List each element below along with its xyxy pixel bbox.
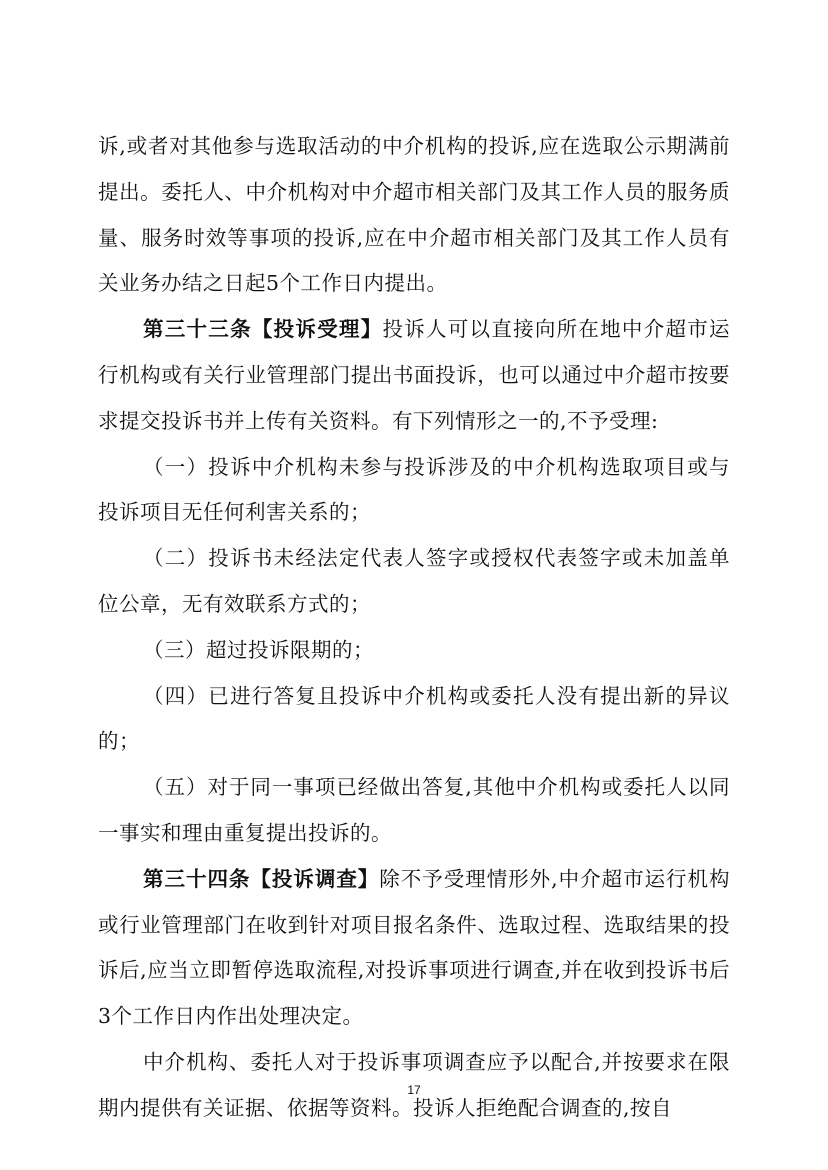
document-body [98, 124, 730, 1132]
list-item-1: （一）投诉中介机构未参与投诉涉及的中介机构选取项目或与投诉项目无任何利害关系的； [98, 454, 730, 525]
article-34 [98, 857, 730, 1040]
article-heading: 第三十四条【投诉调查】 [143, 866, 380, 891]
list-item-4: （四）已进行答复且投诉中介机构或委托人没有提出新的异议的； [98, 683, 730, 754]
paragraph-continuation: 诉,或者对其他参与选取活动的中介机构的投诉,应在选取公示期满前提出。委托人、中介机构对中介超市相关部门及其工作人员的服务质量、服务时效等事项的投诉,应在中介超市相关部门及其工作人员有关业务办结之日起5个工作日内提出。 [98, 134, 730, 296]
article-text: 投诉人可以直接向所在地中介超市运行机构或有关行业管理部门提出书面投诉，也可以通过中介超市按要求提交投诉书并上传有关资料。有下列情形之一的,不予受理: [98, 317, 731, 433]
page-number: 17 [407, 1083, 421, 1097]
article-heading: 第三十三条【投诉受理】 [143, 317, 383, 342]
article-33 [98, 307, 730, 444]
article-text: 除不予受理情形外,中介超市运行机构或行业管理部门在收到针对项目报名条件、选取过程、选取结果的投诉后,应当立即暂停选取流程,对投诉事项进行调查,并在收到投诉书后3个工作日内作出处理决定。 [98, 866, 731, 1029]
list-item-3: （三）超过投诉限期的； [143, 637, 374, 662]
list-item-5: （五）对于同一事项已经做出答复,其他中介机构或委托人以同一事实和理由重复提出投诉的。 [98, 775, 730, 845]
list-item-2: （二）投诉书未经法定代表人签字或授权代表签字或未加盖单位公章，无有效联系方式的； [98, 546, 730, 616]
paragraph-body: 中介机构、委托人对于投诉事项调查应予以配合,并按要求在限期内提供有关证据、依据等资料。投诉人拒绝配合调查的,按自 [98, 1049, 730, 1120]
